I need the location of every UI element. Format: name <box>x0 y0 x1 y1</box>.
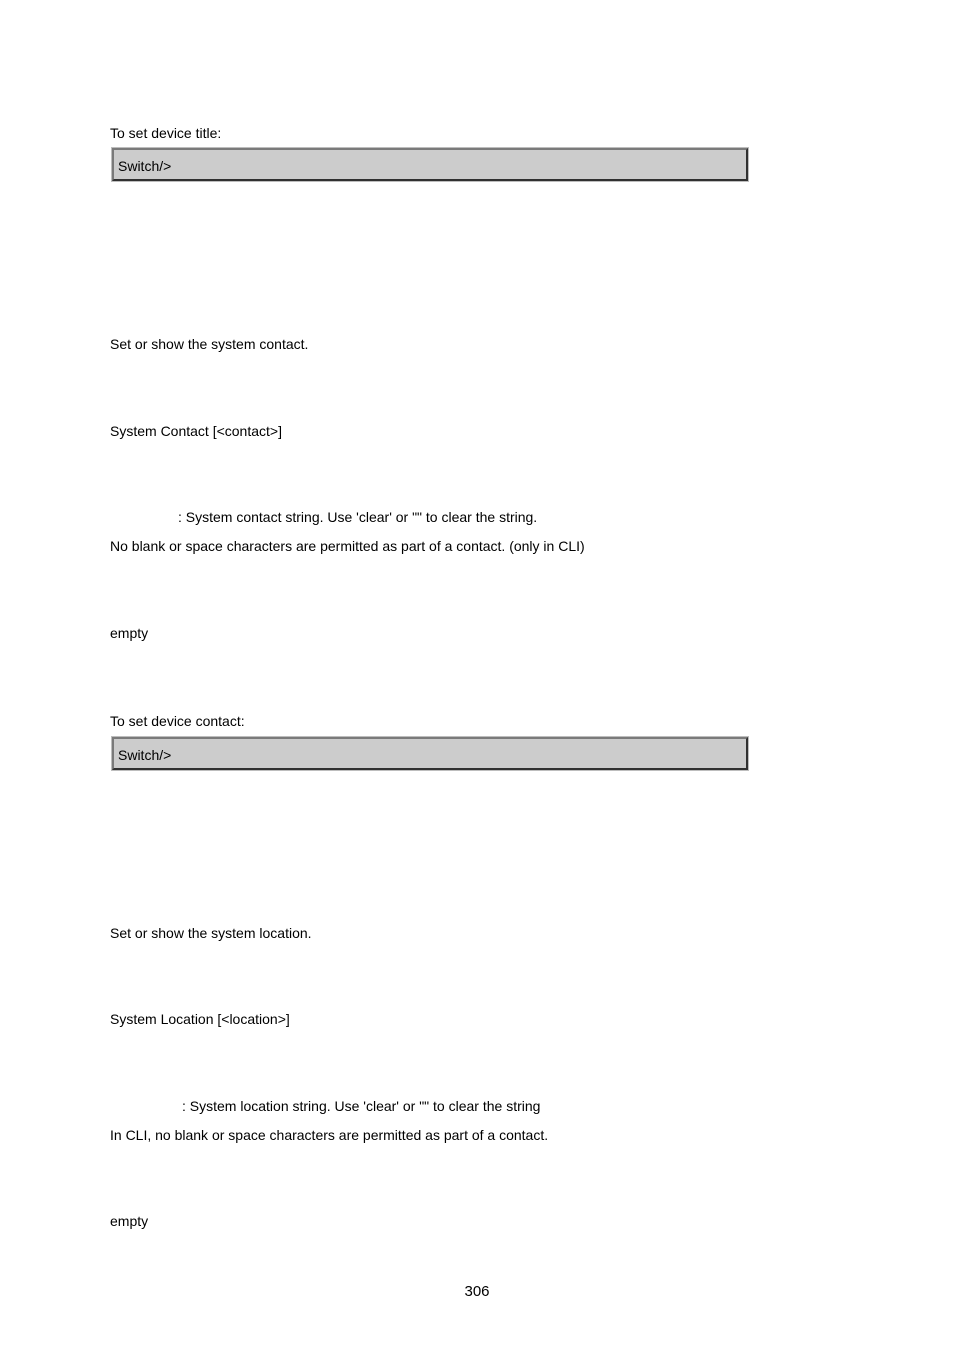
title-command-box <box>112 148 748 181</box>
contact-param-note: No blank or space characters are permitted as part of a contact. (only in CLI) <box>110 538 585 554</box>
contact-command-box <box>112 737 748 770</box>
location-param-note: In CLI, no blank or space characters are permitted as part of a contact. <box>110 1127 549 1143</box>
contact-description: Set or show the system contact. <box>110 336 309 352</box>
page-number: 306 <box>464 1283 490 1300</box>
location-default: empty <box>110 1213 149 1229</box>
contact-example-label: To set device contact: <box>110 713 245 729</box>
location-description: Set or show the system location. <box>110 925 312 941</box>
contact-syntax: System Contact [<contact>] <box>110 423 282 439</box>
contact-param-desc: : System contact string. Use 'clear' or "" to clear the string. <box>178 509 538 525</box>
location-syntax: System Location [<location>] <box>110 1011 290 1027</box>
contact-default: empty <box>110 625 149 641</box>
location-param-desc: : System location string. Use 'clear' or "" to clear the string <box>182 1098 541 1114</box>
contact-command-text: Switch/> <box>118 747 172 763</box>
title-example-label: To set device title: <box>110 125 222 141</box>
title-command-text: Switch/> <box>118 158 172 174</box>
